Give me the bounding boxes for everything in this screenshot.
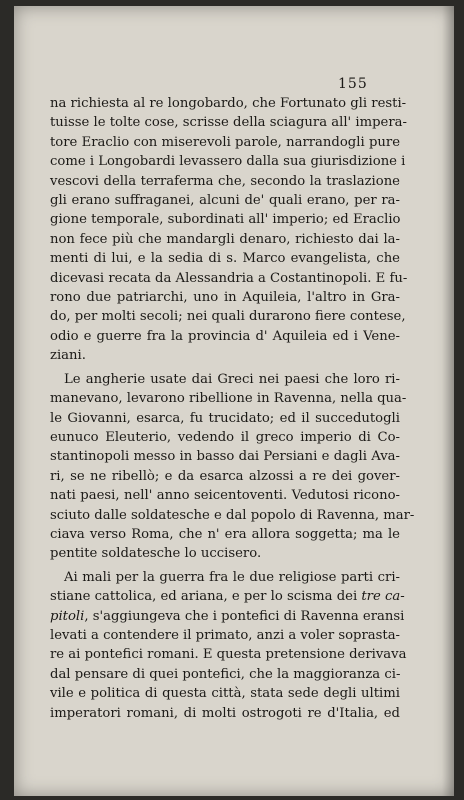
text-line: odio e guerre fra la provincia d' Aquileia ed i Vene- (50, 328, 400, 344)
text-line (50, 607, 405, 626)
text-line: vile e politica di questa città, stata sede degli ultimi (50, 686, 400, 702)
book-page (14, 6, 454, 796)
text-line: gione temporale, subordinati all' imperio; ed Eraclio (50, 212, 401, 228)
text-line: ciava verso Roma, che n' era allora soggetta; ma le (50, 526, 400, 542)
body-text (50, 94, 415, 723)
text-line: nati paesi, nell' anno seicentoventi. Vedutosi ricono- (50, 488, 400, 504)
text-line: sciuto dalle soldatesche e dal popolo di Ravenna, mar- (50, 507, 415, 523)
paragraph-1 (50, 94, 408, 366)
text-line: levati a contendere il primato, anzi a voler soprasta- (50, 627, 401, 643)
text-line: menti di lui, e la sedia di s. Marco evangelista, che (50, 251, 400, 267)
text-line: Le angherie usate dai Greci nei paesi che loro ri- (64, 371, 400, 387)
page-edge-shadow (442, 6, 454, 796)
text-line: tore Eraclio con miserevoli parole, narrandogli pure (50, 134, 400, 150)
text-line: pentite soldatesche lo uccisero. (50, 546, 262, 562)
paragraph-3 (50, 568, 407, 723)
text-line: ri, se ne ribellò; e da esarca alzossi a re dei gover- (50, 468, 400, 484)
text-line: Ai mali per la guerra fra le due religiose parti cri- (64, 569, 400, 585)
page-number: 155 (338, 76, 368, 92)
text-span: stiane cattolica, ed ariana, e per lo scisma dei (50, 589, 362, 605)
text-line: ziani. (50, 348, 86, 364)
paragraph-2 (50, 370, 415, 564)
text-line: le Giovanni, esarca, fu trucidato; ed il succedutogli (50, 410, 400, 426)
text-line: dicevasi recata da Alessandria a Costantinopoli. E fu- (50, 270, 408, 286)
text-line: eunuco Eleuterio, vedendo il greco imperio di Co- (50, 429, 400, 445)
text-line: imperatori romani, di molti ostrogoti re d'Italia, ed (50, 705, 400, 721)
text-line: come i Longobardi levassero dalla sua giurisdizione i (50, 154, 406, 170)
text-line: do, per molti secoli; nei quali durarono fiere contese, (50, 309, 406, 325)
text-line: rono due patriarchi, uno in Aquileia, l'altro in Gra- (50, 290, 400, 306)
text-line: na richiesta al re longobardo, che Fortunato gli resti- (50, 96, 407, 111)
italic-text: pitoli (50, 608, 85, 624)
text-line: tuisse le tolte cose, scrisse della sciagura all' impera- (50, 115, 407, 131)
text-line: dal pensare di quei pontefici, che la maggioranza ci- (50, 666, 401, 682)
text-line: vescovi della terraferma che, secondo la traslazione (50, 173, 400, 189)
text-span: , s'aggiungeva che i pontefici di Ravenna eransi (84, 608, 405, 624)
text-line: non fece più che mandargli denaro, richiesto dai la- (50, 231, 400, 247)
text-line: gli erano suffraganei, alcuni de' quali erano, per ra- (50, 193, 400, 209)
text-line: re ai pontefici romani. E questa pretensione derivava (50, 647, 407, 663)
text-line (50, 587, 405, 606)
text-line: manevano, levarono ribellione in Ravenna, nella qua- (50, 391, 407, 407)
italic-text: tre ca- (361, 589, 405, 605)
text-line: stantinopoli messo in basso dai Persiani e dagli Ava- (50, 449, 400, 465)
